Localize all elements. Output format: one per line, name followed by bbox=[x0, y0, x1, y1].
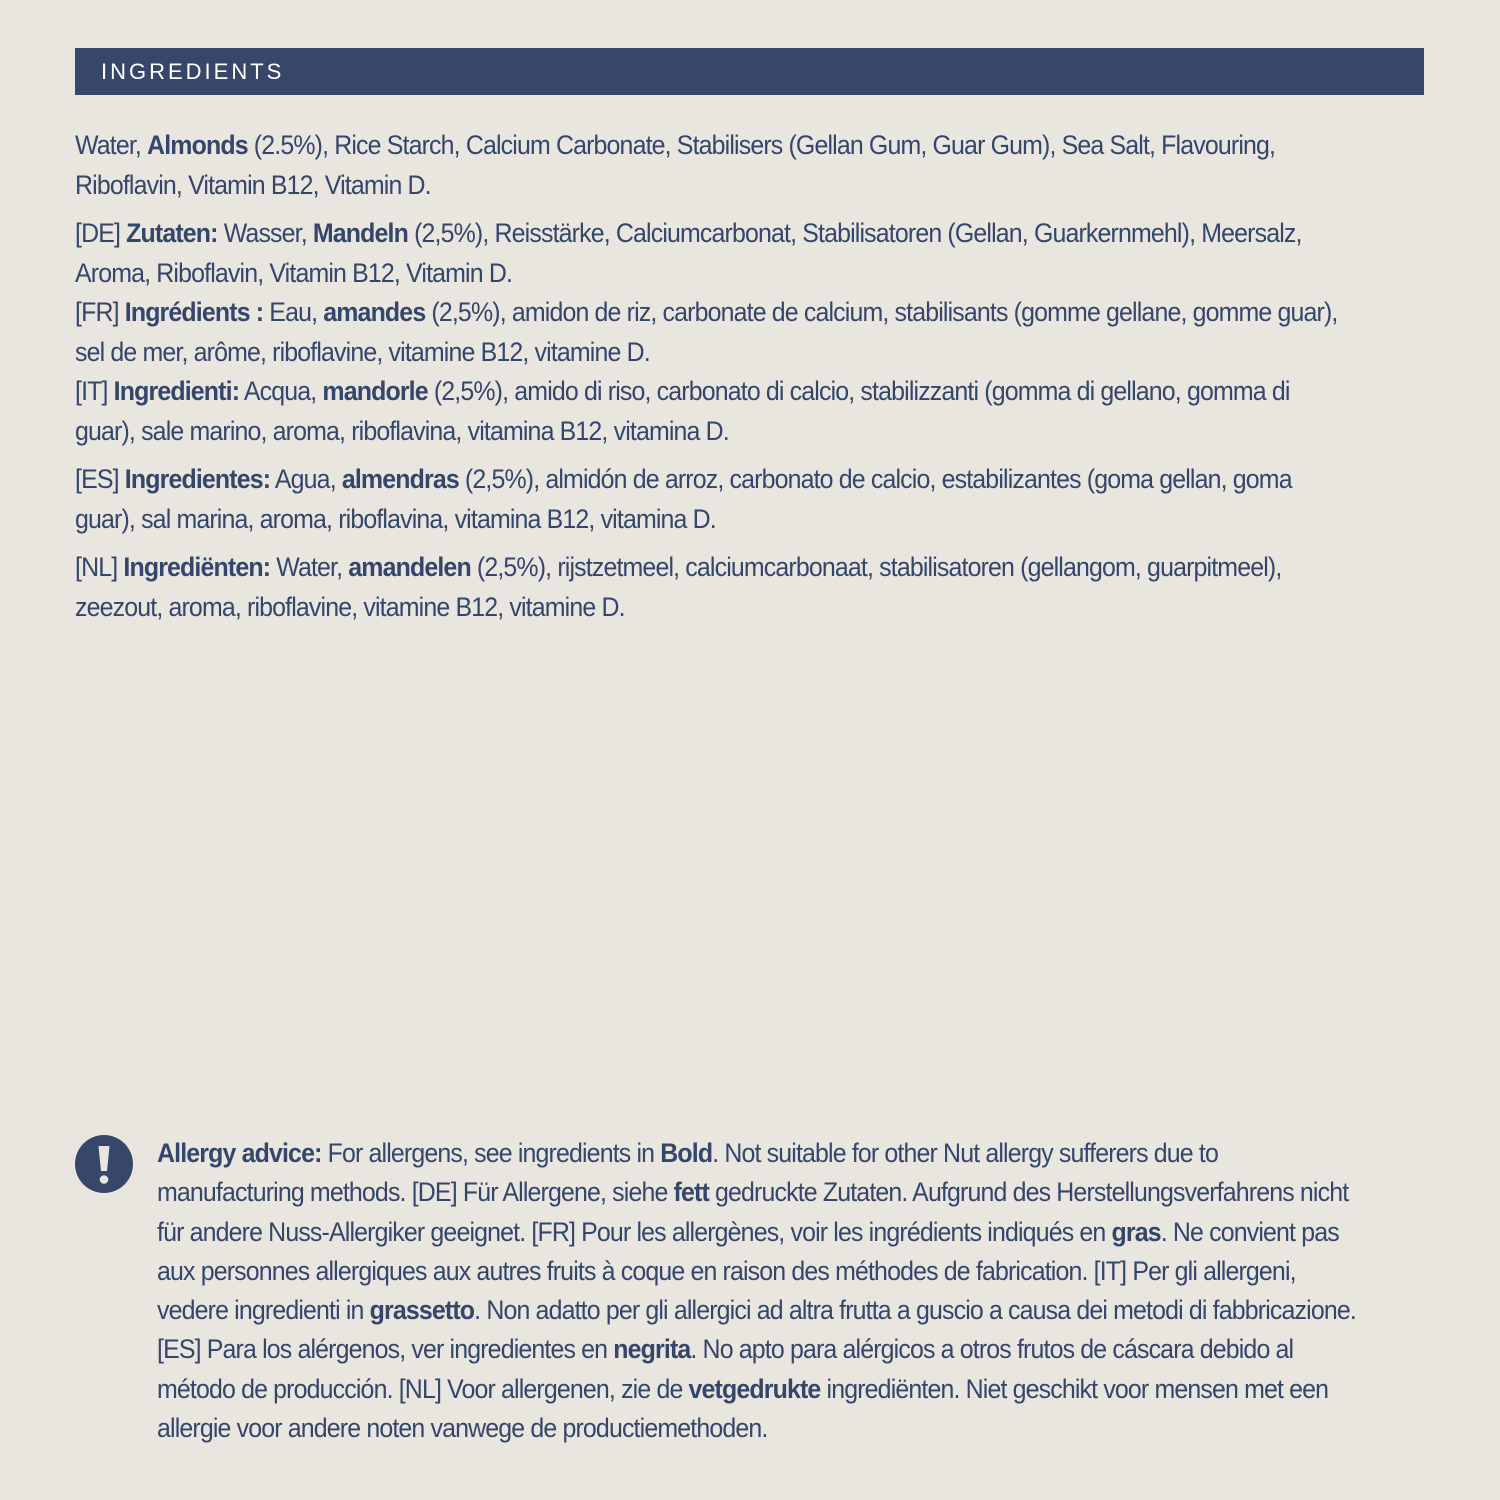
language-code: [NL] bbox=[75, 552, 124, 582]
section-title: INGREDIENTS bbox=[101, 58, 285, 84]
allergy-bold: negrita bbox=[613, 1334, 691, 1365]
allergy-bold: gras bbox=[1111, 1216, 1161, 1247]
allergy-advice bbox=[157, 1134, 1360, 1448]
allergy-text: [ES] Para los alérgenos, ver ingredientes en bbox=[157, 1334, 614, 1365]
ingredients-it bbox=[75, 372, 1344, 451]
ingredients-text: (2.5%), Rice Starch, Calcium Carbonate, Stabilisers (Gellan Gum, Guar Gum), Sea Salt, Flavouring, Riboflavin, Vitamin B12, Vitamin D. bbox=[75, 130, 1276, 200]
ingredients-fr bbox=[75, 293, 1344, 372]
ingredients-es bbox=[75, 460, 1344, 539]
allergy-text: gedruckte Zutaten. Aufgrund des Herstellungsverfahrens nicht für andere Nuss-Allergiker geeignet. bbox=[157, 1177, 1349, 1247]
allergy-text: [DE] Für Allergene, siehe bbox=[411, 1177, 674, 1208]
allergy-text: . Non adatto per gli allergici ad altra frutta a guscio a causa dei metodi di fabbricazione. bbox=[474, 1295, 1356, 1326]
language-code: [DE] bbox=[75, 218, 127, 248]
allergen-bold: Almonds bbox=[147, 130, 248, 160]
allergy-text: . Ne convient pas aux personnes allergiques aux autres fruits à coque en raison des méthodes de fabrication. bbox=[157, 1216, 1339, 1286]
ingredients-text: (2,5%), rijstzetmeel, calciumcarbonaat, stabilisatoren (gellangom, guarpitmeel), zeezout, aroma, riboflavine, vitamine B12, vitamine D. bbox=[75, 552, 1282, 622]
ingredients-label: Ingrediënten: bbox=[123, 552, 271, 582]
allergen-bold: Mandeln bbox=[312, 218, 409, 248]
ingredients-text: (2,5%), amido di riso, carbonato di calcio, stabilizzanti (gomma di gellano, gomma di guar), sale marino, aroma, riboflavina, vitamina B12, vitamina D. bbox=[75, 376, 1290, 446]
allergy-text: [IT] Per gli allergeni, vedere ingredienti in bbox=[157, 1255, 1296, 1326]
allergy-text: [FR] Pour les allergènes, voir les ingrédients indiqués en bbox=[531, 1216, 1112, 1247]
allergy-bold: Bold bbox=[660, 1138, 713, 1168]
ingredients-label: Zutaten: bbox=[126, 218, 218, 248]
allergy-text: [NL] Voor allergenen, zie de bbox=[398, 1373, 689, 1404]
ingredients-text: Wasser, bbox=[217, 218, 313, 248]
ingredients-label: Ingredientes: bbox=[124, 464, 271, 494]
ingredients-en bbox=[75, 126, 1344, 205]
ingredients-text: (2,5%), Reisstärke, Calciumcarbonat, Stabilisatoren (Gellan, Guarkernmehl), Meersalz, Aroma, Riboflavin, Vitamin B12, Vitamin D. bbox=[75, 218, 1302, 288]
ingredients-text: Water, bbox=[75, 130, 148, 160]
allergy-text: . Not suitable for other Nut allergy sufferers due to manufacturing methods. bbox=[157, 1138, 1218, 1208]
ingredients-label: Ingrédients : bbox=[124, 297, 264, 327]
ingredients-text: Acqua, bbox=[239, 376, 323, 406]
allergy-text: . No apto para alérgicos a otros frutos de cáscara debido al método de producción. bbox=[157, 1334, 1294, 1404]
ingredients-text: Agua, bbox=[270, 464, 342, 494]
allergen-bold: mandorle bbox=[322, 376, 428, 406]
allergen-bold: amandelen bbox=[348, 552, 471, 582]
exclamation-icon bbox=[75, 1135, 133, 1193]
allergy-bold: vetgedrukte bbox=[688, 1373, 821, 1404]
language-code: [ES] bbox=[75, 464, 125, 494]
allergy-bold: fett bbox=[673, 1177, 709, 1208]
language-code: [FR] bbox=[75, 297, 125, 327]
ingredients-text: (2,5%), amidon de riz, carbonate de calcium, stabilisants (gomme gellane, gomme guar), sel de mer, arôme, riboflavine, vitamine B12, vitamine D. bbox=[75, 297, 1338, 367]
section-header bbox=[75, 48, 1424, 95]
allergen-bold: almendras bbox=[341, 464, 459, 494]
allergy-text: ingrediënten. Niet geschikt voor mensen met een allergie voor andere noten vanwege de productiemethoden. bbox=[157, 1373, 1329, 1444]
allergy-bold: grassetto bbox=[369, 1295, 475, 1326]
ingredients-text: Eau, bbox=[263, 297, 324, 327]
allergy-label: Allergy advice: bbox=[157, 1138, 322, 1168]
ingredients-nl bbox=[75, 548, 1344, 627]
ingredients-text: Water, bbox=[270, 552, 349, 582]
ingredients-label: Ingredienti: bbox=[113, 376, 240, 406]
allergy-text: For allergens, see ingredients in bbox=[321, 1138, 661, 1168]
allergen-bold: amandes bbox=[323, 297, 426, 327]
ingredients-de bbox=[75, 214, 1344, 293]
allergy-advice-text bbox=[157, 1134, 1360, 1448]
ingredients-text: (2,5%), almidón de arroz, carbonato de calcio, estabilizantes (goma gellan, goma guar), sal marina, aroma, riboflavina, vitamina B12, vitamina D. bbox=[75, 464, 1292, 534]
language-code: [IT] bbox=[75, 376, 114, 406]
ingredients-list bbox=[75, 126, 1344, 636]
